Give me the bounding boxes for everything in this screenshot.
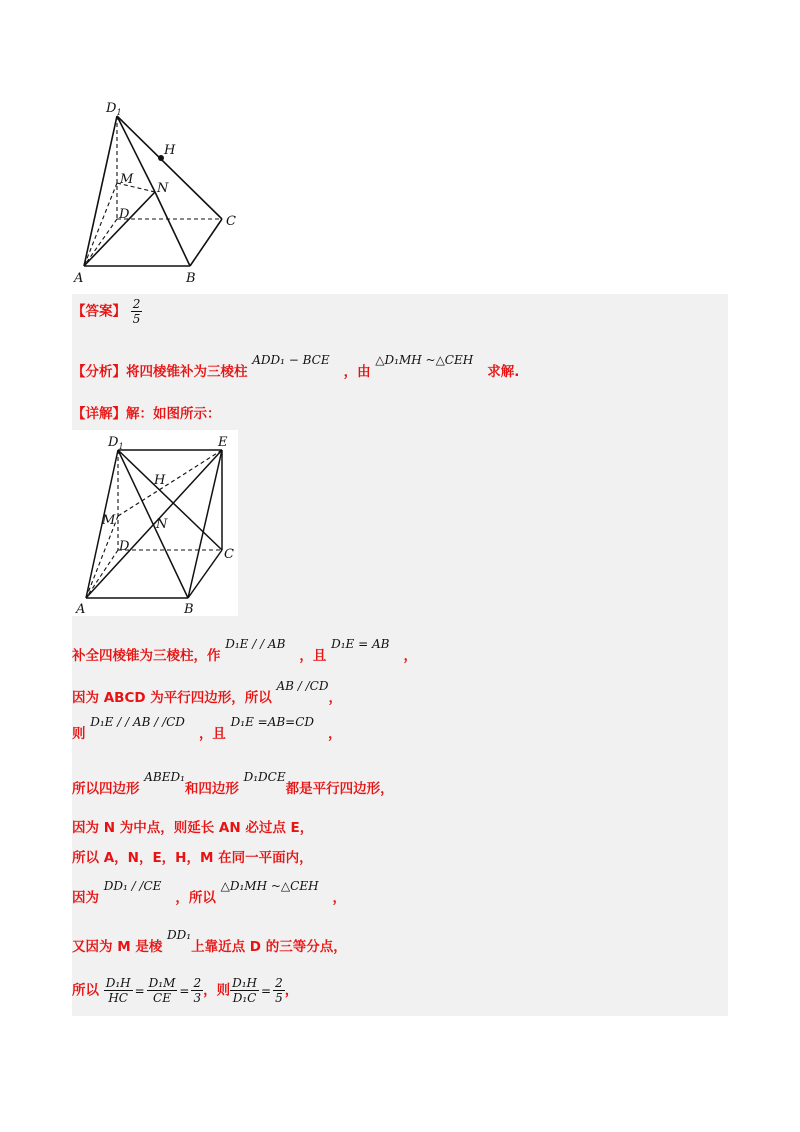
step-1-text3: ， xyxy=(403,648,417,664)
edge-a-n xyxy=(84,192,155,266)
step-2-text2: ， xyxy=(328,690,342,706)
step-7-math1: DD₁ / /CE xyxy=(103,879,162,893)
step-9-eq2: = xyxy=(179,983,190,998)
analysis-line xyxy=(72,353,520,380)
step-6 xyxy=(72,846,313,866)
label-d: D xyxy=(119,539,130,554)
label-c: C xyxy=(226,214,236,229)
label-a: A xyxy=(76,602,86,616)
step-4-text1: 所以四边形 xyxy=(72,781,140,797)
label-d1: $D_1$ xyxy=(108,435,124,451)
edge-m-a-dashed xyxy=(84,183,117,266)
pyramid-figure xyxy=(70,92,260,292)
label-h: H xyxy=(154,473,166,488)
step-7 xyxy=(72,879,347,906)
step-9-frac4 xyxy=(230,976,259,1005)
analysis-text3: 求解. xyxy=(487,364,520,380)
step-3-math1: D₁E / / AB / /CD xyxy=(90,715,185,729)
step-4 xyxy=(72,770,394,797)
label-d1: $D_1$ xyxy=(106,101,122,117)
step-9-frac1-den: HC xyxy=(108,991,128,1005)
answer-denominator: 5 xyxy=(132,312,141,326)
answer-line xyxy=(72,297,142,326)
step-7-text2: ，所以 xyxy=(175,890,216,906)
step-3-text2: ，且 xyxy=(198,726,226,742)
step-1-text1: 补全四棱锥为三棱柱，作 xyxy=(72,648,221,664)
label-h: H xyxy=(164,143,176,158)
answer-numerator: 2 xyxy=(132,297,141,311)
step-9-frac1-num: D₁H xyxy=(105,976,131,990)
label-n: N xyxy=(156,517,168,532)
step-9-frac4-den: D₁C xyxy=(232,991,257,1005)
edge-d1-c xyxy=(117,116,222,219)
step-9-frac3-den: 3 xyxy=(193,991,202,1005)
analysis-expr2: △D₁MH ~△CEH xyxy=(375,353,474,367)
label-n: N xyxy=(157,181,169,196)
step-2-text1: 因为 ABCD 为平行四边形，所以 xyxy=(72,690,272,706)
step-9-frac2-num: D₁M xyxy=(148,976,176,990)
label-e: E xyxy=(218,435,228,450)
step-6-text1: 所以 A，N，E，H，M 在同一平面内， xyxy=(72,850,313,866)
step-9-frac1 xyxy=(104,976,133,1005)
answer-tag: 【答案】 xyxy=(72,303,126,320)
step-9-text1: 所以 xyxy=(72,982,99,999)
step-9-text3: ， xyxy=(284,982,299,999)
step-3-math2: D₁E =AB=CD xyxy=(230,715,315,729)
step-5 xyxy=(72,816,313,836)
label-c: C xyxy=(224,547,234,562)
step-4-math1: ABED₁ xyxy=(144,770,185,784)
step-9-frac5-num: 2 xyxy=(275,976,283,990)
step-9-frac3-num: 2 xyxy=(193,976,202,990)
step-1-math1: D₁E / / AB xyxy=(225,637,286,651)
step-3 xyxy=(72,715,342,742)
label-b: B xyxy=(184,602,194,616)
label-m: M xyxy=(120,172,134,187)
edge-d1-a xyxy=(84,116,117,266)
analysis-expr1: ADD₁ − BCE xyxy=(252,353,330,367)
step-9 xyxy=(72,976,298,1005)
step-2 xyxy=(72,679,342,706)
label-a: A xyxy=(74,271,84,286)
step-9-frac5 xyxy=(273,976,285,1005)
step-8 xyxy=(72,928,347,955)
step-7-text3: ， xyxy=(332,890,347,906)
step-9-frac3 xyxy=(191,976,203,1005)
step-4-text3: 都是平行四边形， xyxy=(285,781,394,797)
label-m: M xyxy=(102,513,116,528)
step-9-eq3: = xyxy=(261,983,272,998)
detail-line xyxy=(72,402,221,422)
detail-text: 解：如图所示： xyxy=(126,406,221,422)
step-2-math1: AB / /CD xyxy=(276,679,329,693)
step-9-eq1: = xyxy=(134,983,145,998)
step-1-text2: ，且 xyxy=(299,648,327,664)
step-4-text2: 和四边形 xyxy=(184,781,239,797)
step-1 xyxy=(72,637,417,664)
edge-b-e xyxy=(188,450,222,598)
prism-figure xyxy=(72,430,238,616)
label-b: B xyxy=(186,271,196,286)
step-7-text1: 因为 xyxy=(72,890,99,906)
edge-d1-c xyxy=(118,450,222,550)
step-8-math1: DD₁ xyxy=(167,928,192,942)
edge-n-b xyxy=(155,192,190,266)
step-8-text2: 上靠近点 D 的三等分点， xyxy=(191,939,347,955)
analysis-text1: 将四棱锥补为三棱柱 xyxy=(126,364,248,380)
step-1-math2: D₁E = AB xyxy=(331,637,390,651)
step-3-text3: ， xyxy=(328,726,342,742)
step-9-text2: ，则 xyxy=(203,982,231,999)
detail-tag: 【详解】 xyxy=(72,406,126,422)
edge-b-c xyxy=(190,219,222,266)
label-d: D xyxy=(119,207,130,222)
analysis-text2: ，由 xyxy=(343,364,371,380)
step-9-frac4-num: D₁H xyxy=(232,976,257,990)
answer-fraction xyxy=(131,297,143,326)
step-4-math2: D₁DCE xyxy=(243,770,286,784)
analysis-tag: 【分析】 xyxy=(72,364,126,380)
step-9-frac2-den: CE xyxy=(153,991,171,1005)
step-9-frac5-den: 5 xyxy=(275,991,283,1005)
step-3-text1: 则 xyxy=(72,726,86,742)
step-9-frac2 xyxy=(147,976,178,1005)
step-8-text1: 又因为 M 是棱 xyxy=(72,939,163,955)
step-7-math2: △D₁MH ~△CEH xyxy=(220,879,319,893)
step-5-text1: 因为 N 为中点，则延长 AN 必过点 E， xyxy=(72,820,314,836)
